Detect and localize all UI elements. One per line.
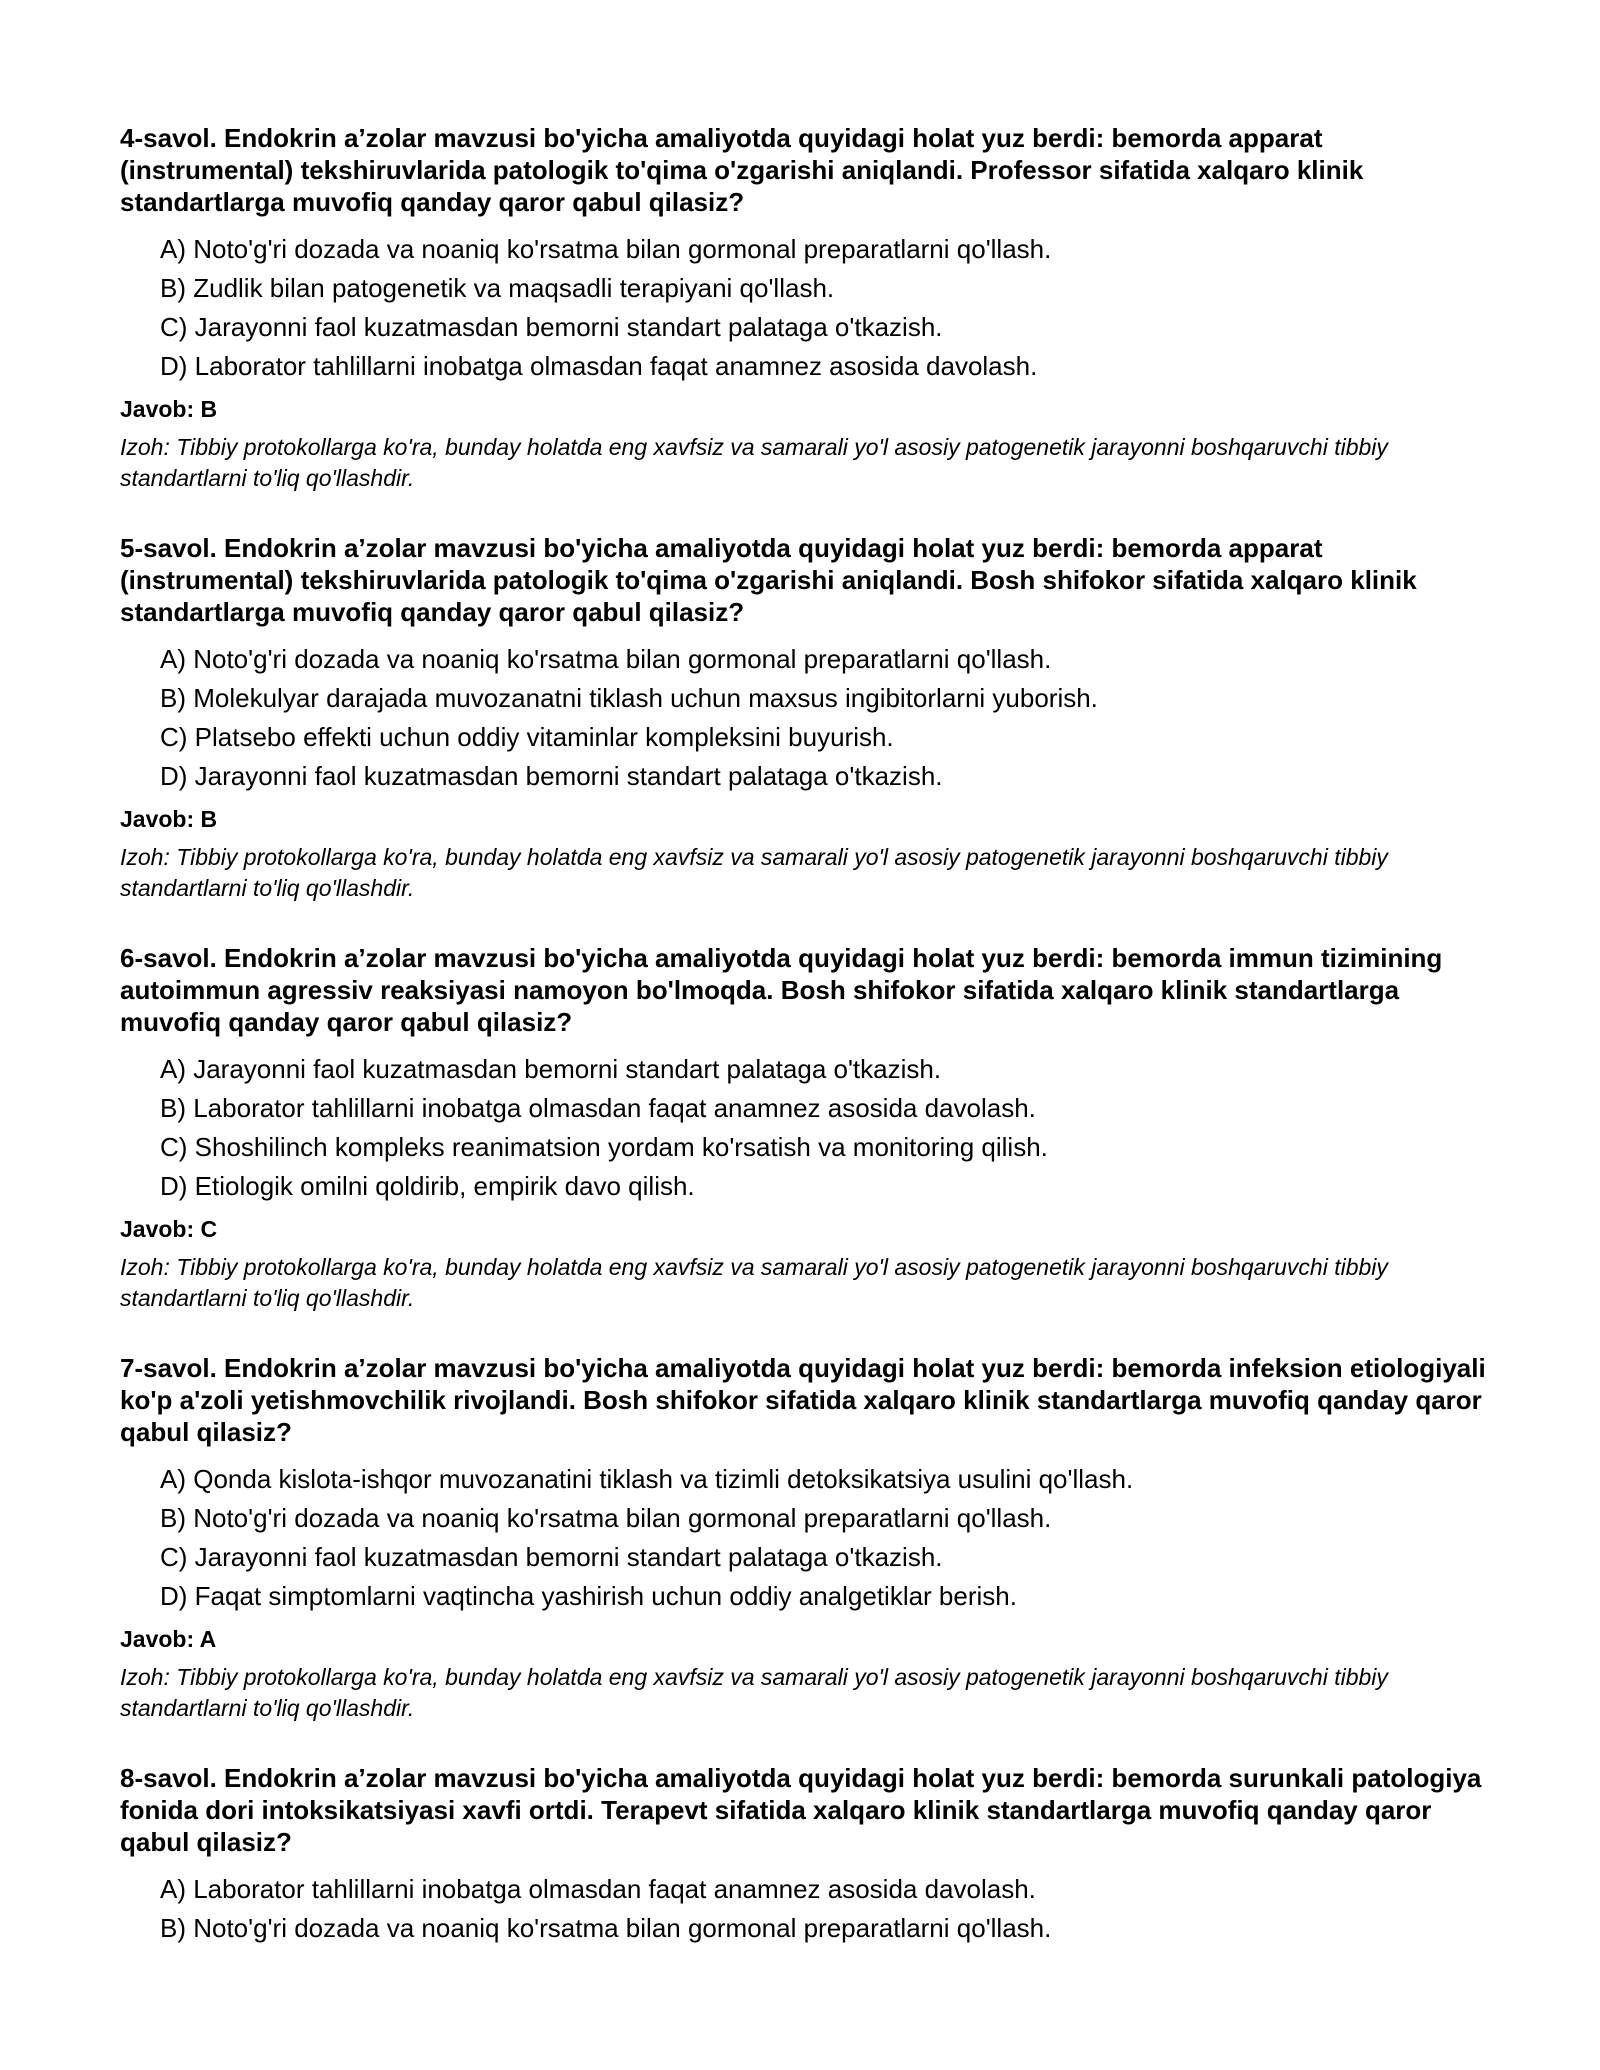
option-d: D) Etiologik omilni qoldirib, empirik davo qilish.	[160, 1171, 695, 1201]
document-page	[120, 122, 1500, 1986]
answer: Javob: B	[120, 396, 218, 422]
option-a: A) Laborator tahlillarni inobatga olmasdan faqat anamnez asosida davolash.	[160, 1874, 1036, 1904]
answer: Javob: B	[120, 806, 218, 832]
option-c: C) Jarayonni faol kuzatmasdan bemorni standart palataga o'tkazish.	[160, 312, 943, 342]
explanation: Izoh: Tibbiy protokollarga ko'ra, bunday holatda eng xavfsiz va samarali yo'l asosiy patogenetik jarayonni boshqaruvchi tibbiy standartlarni to'liq qo'llashdir.	[120, 434, 1388, 491]
explanation: Izoh: Tibbiy protokollarga ko'ra, bunday holatda eng xavfsiz va samarali yo'l asosiy patogenetik jarayonni boshqaruvchi tibbiy standartlarni to'liq qo'llashdir.	[120, 1664, 1388, 1721]
option-list	[120, 1870, 1500, 1948]
question-title: 6-savol. Endokrin a’zolar mavzusi bo'yicha amaliyotda quyidagi holat yuz berdi: bemorda immun tizimining autoimmun agressiv reaksiyasi namoyon bo'lmoqda. Bosh shifokor sifatida xalqaro klinik standartlarga muvofiq qanday qaror qabul qilasiz?	[120, 943, 1443, 1037]
option-c: C) Platsebo effekti uchun oddiy vitaminlar kompleksini buyurish.	[160, 722, 894, 752]
option-list	[120, 1460, 1500, 1616]
option-list	[120, 230, 1500, 386]
question-title: 4-savol. Endokrin a’zolar mavzusi bo'yicha amaliyotda quyidagi holat yuz berdi: bemorda apparat (instrumental) tekshiruvlarida patologik to'qima o'zgarishi aniqlandi. Professor sifatida xalqaro klinik standartlarga muvofiq qanday qaror qabul qilasiz?	[120, 123, 1364, 217]
option-a: A) Noto'g'ri dozada va noaniq ko'rsatma bilan gormonal preparatlarni qo'llash.	[160, 644, 1052, 674]
explanation: Izoh: Tibbiy protokollarga ko'ra, bunday holatda eng xavfsiz va samarali yo'l asosiy patogenetik jarayonni boshqaruvchi tibbiy standartlarni to'liq qo'llashdir.	[120, 844, 1388, 901]
option-a: A) Qonda kislota-ishqor muvozanatini tiklash va tizimli detoksikatsiya usulini qo'llash.	[160, 1464, 1134, 1494]
option-a: A) Jarayonni faol kuzatmasdan bemorni standart palataga o'tkazish.	[160, 1054, 942, 1084]
option-b: B) Noto'g'ri dozada va noaniq ko'rsatma bilan gormonal preparatlarni qo'llash.	[160, 1503, 1052, 1533]
question-5	[120, 532, 1500, 904]
option-c: C) Shoshilinch kompleks reanimatsion yordam ko'rsatish va monitoring qilish.	[160, 1132, 1048, 1162]
question-8	[120, 1762, 1500, 1948]
option-a: A) Noto'g'ri dozada va noaniq ko'rsatma bilan gormonal preparatlarni qo'llash.	[160, 234, 1052, 264]
option-b: B) Molekulyar darajada muvozanatni tiklash uchun maxsus ingibitorlarni yuborish.	[160, 683, 1098, 713]
question-6	[120, 942, 1500, 1314]
question-7	[120, 1352, 1500, 1724]
answer: Javob: C	[120, 1216, 218, 1242]
option-d: D) Laborator tahlillarni inobatga olmasdan faqat anamnez asosida davolash.	[160, 351, 1038, 381]
option-b: B) Noto'g'ri dozada va noaniq ko'rsatma bilan gormonal preparatlarni qo'llash.	[160, 1913, 1052, 1943]
option-list	[120, 1050, 1500, 1206]
question-title: 5-savol. Endokrin a’zolar mavzusi bo'yicha amaliyotda quyidagi holat yuz berdi: bemorda apparat (instrumental) tekshiruvlarida patologik to'qima o'zgarishi aniqlandi. Bosh shifokor sifatida xalqaro klinik standartlarga muvofiq qanday qaror qabul qilasiz?	[120, 533, 1417, 627]
option-d: D) Faqat simptomlarni vaqtincha yashirish uchun oddiy analgetiklar berish.	[160, 1581, 1017, 1611]
answer: Javob: A	[120, 1626, 217, 1652]
option-list	[120, 640, 1500, 796]
question-title: 7-savol. Endokrin a’zolar mavzusi bo'yicha amaliyotda quyidagi holat yuz berdi: bemorda infeksion etiologiyali ko'p a'zoli yetishmovchilik rivojlandi. Bosh shifokor sifatida xalqaro klinik standartlarga muvofiq qanday qaror qabul qilasiz?	[120, 1353, 1486, 1447]
option-b: B) Zudlik bilan patogenetik va maqsadli terapiyani qo'llash.	[160, 273, 835, 303]
option-c: C) Jarayonni faol kuzatmasdan bemorni standart palataga o'tkazish.	[160, 1542, 943, 1572]
question-title: 8-savol. Endokrin a’zolar mavzusi bo'yicha amaliyotda quyidagi holat yuz berdi: bemorda surunkali patologiya fonida dori intoksikatsiyasi xavfi ortdi. Terapevt sifatida xalqaro klinik standartlarga muvofiq qanday qaror qabul qilasiz?	[120, 1763, 1482, 1857]
explanation: Izoh: Tibbiy protokollarga ko'ra, bunday holatda eng xavfsiz va samarali yo'l asosiy patogenetik jarayonni boshqaruvchi tibbiy standartlarni to'liq qo'llashdir.	[120, 1254, 1388, 1311]
option-b: B) Laborator tahlillarni inobatga olmasdan faqat anamnez asosida davolash.	[160, 1093, 1036, 1123]
question-4	[120, 122, 1500, 494]
option-d: D) Jarayonni faol kuzatmasdan bemorni standart palataga o'tkazish.	[160, 761, 943, 791]
